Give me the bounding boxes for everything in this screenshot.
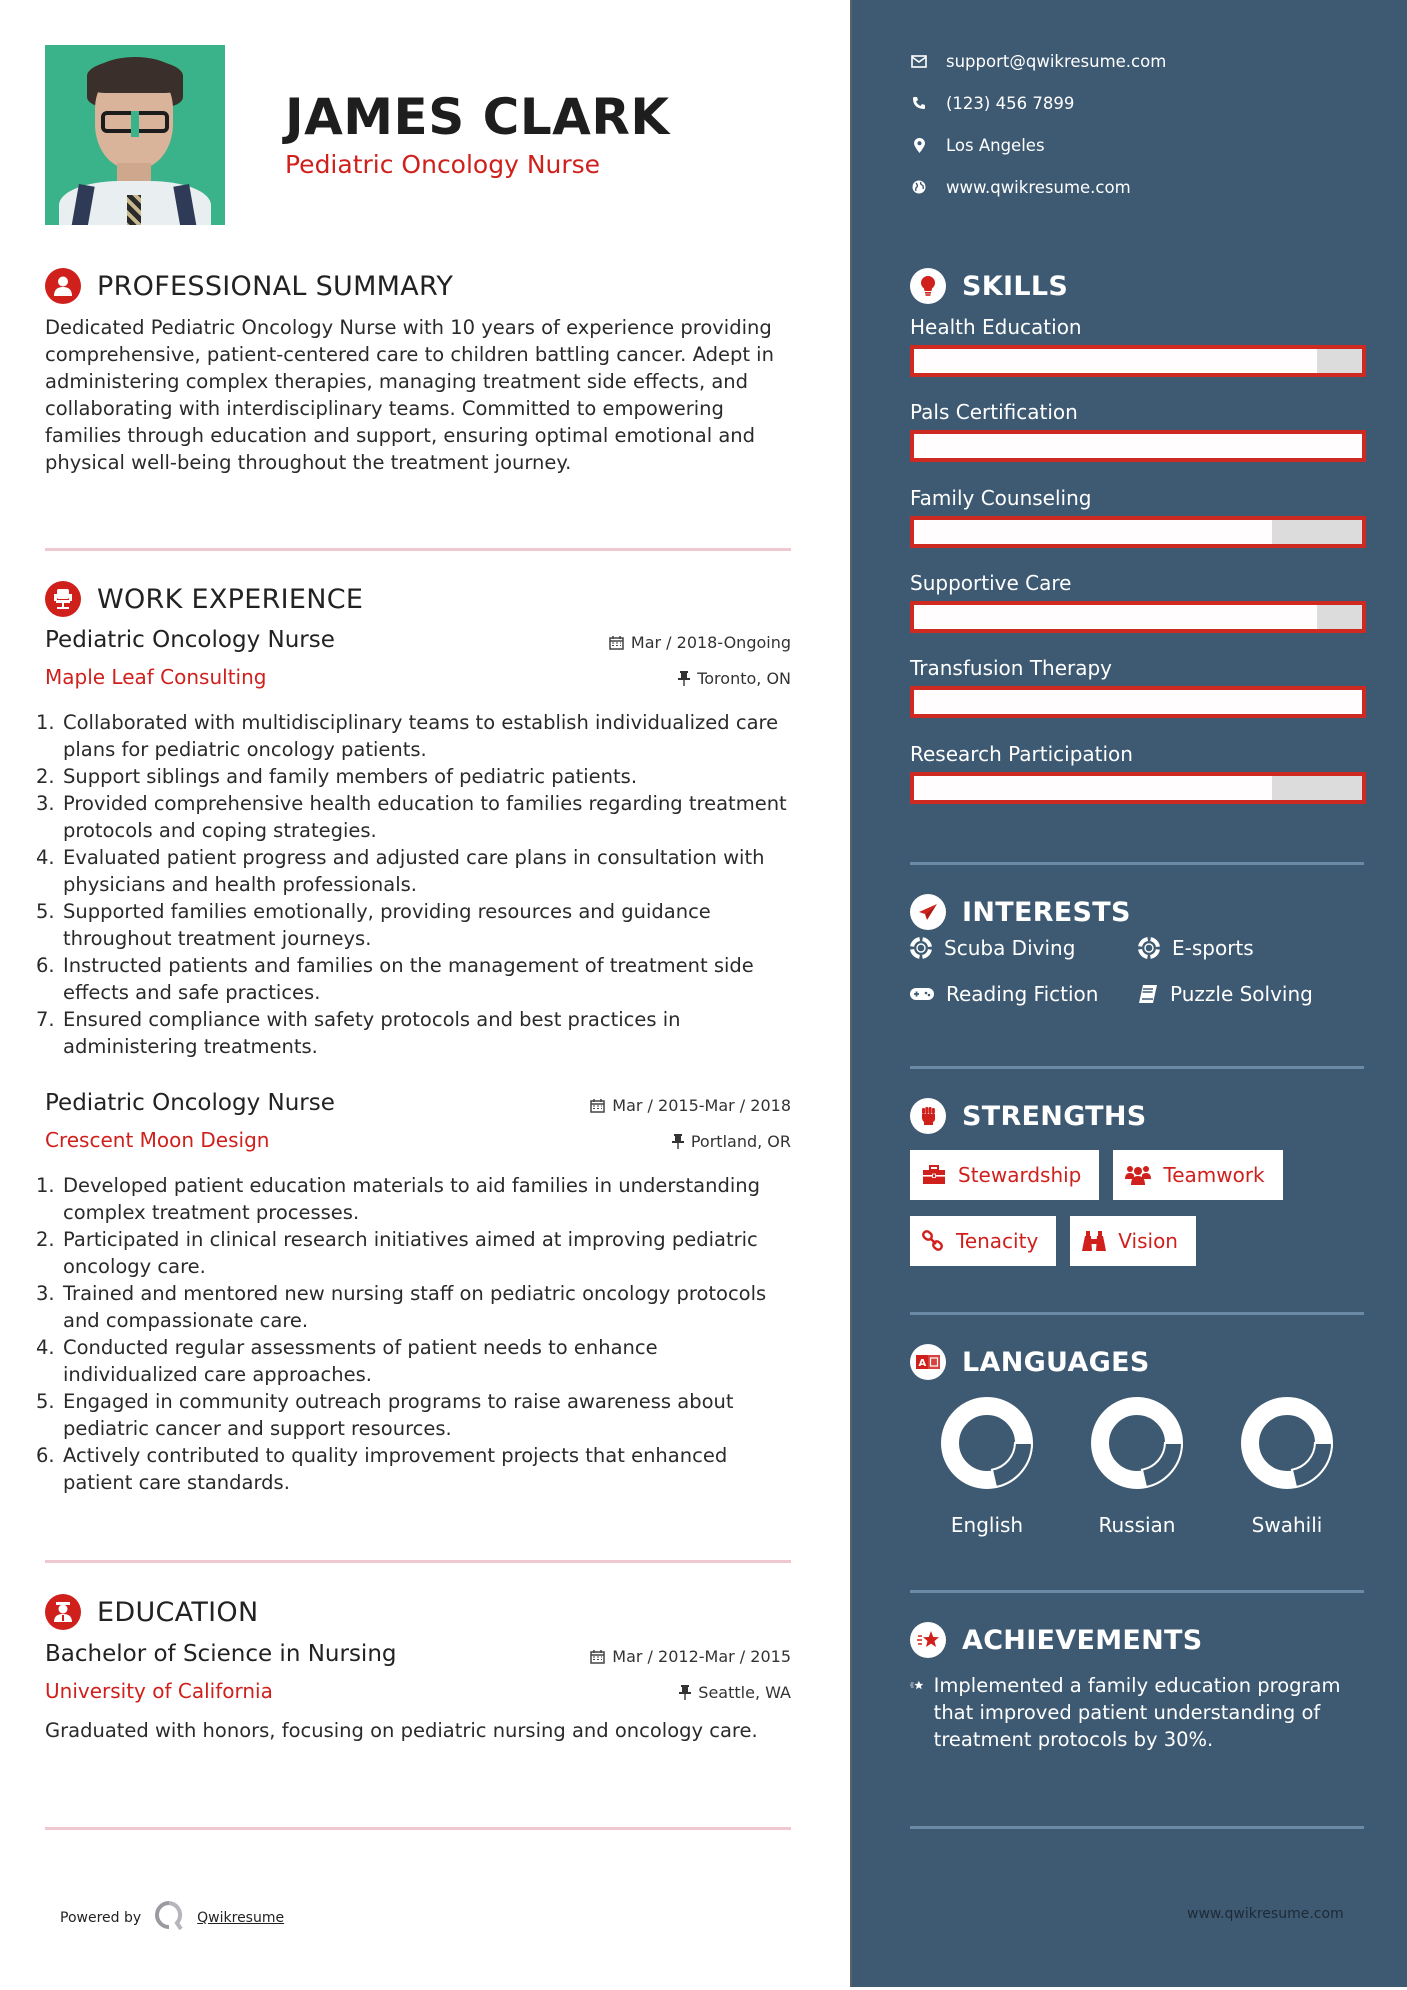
contact-location: Los Angeles — [910, 124, 1166, 166]
life-ring-icon — [910, 937, 932, 959]
bullet-item: 5. Engaged in community outreach programs to raise awareness about pediatric cancer and support resources. — [36, 1390, 734, 1440]
interest-item: Puzzle Solving — [1138, 981, 1358, 1007]
pushpin-icon — [672, 1134, 684, 1149]
candidate-title: Pediatric Oncology Nurse — [285, 150, 601, 179]
experience-heading: WORK EXPERIENCE — [45, 581, 363, 617]
book-icon — [1138, 984, 1158, 1004]
shooting-star-icon — [910, 1672, 924, 1698]
bullet-item: 5. Supported families emotionally, providing resources and guidance throughout treatment journeys. — [36, 900, 711, 950]
education-dates: Mar / 2012-Mar / 2015 — [590, 1647, 791, 1666]
education-entry — [45, 1641, 791, 1744]
bullet-item: 4. Conducted regular assessments of patient needs to enhance individualized care approaches. — [36, 1336, 658, 1386]
skill-progress-bar — [910, 430, 1366, 462]
job-bullets — [36, 1172, 791, 1496]
life-ring-icon — [1138, 937, 1160, 959]
job-company: Maple Leaf Consulting — [45, 665, 267, 689]
education-heading: EDUCATION — [45, 1594, 258, 1630]
skill-item: Health Education — [910, 315, 1366, 377]
job-company: Crescent Moon Design — [45, 1128, 270, 1152]
language-donut-chart — [1089, 1395, 1185, 1491]
achievement-item: Implemented a family education program that improved patient understanding of treatment protocols by 30%. — [910, 1672, 1370, 1753]
skill-progress-bar — [910, 345, 1366, 377]
qwikresume-link[interactable]: Qwikresume — [197, 1910, 285, 1926]
bullet-item: 1. Developed patient education materials to aid families in understanding complex treatment processes. — [36, 1174, 761, 1224]
interest-item: E-sports — [1138, 935, 1358, 961]
interests-list — [910, 935, 1370, 1007]
section-divider — [910, 1066, 1364, 1069]
skill-progress-bar — [910, 686, 1366, 718]
paper-plane-icon — [910, 894, 946, 930]
job-dates: Mar / 2018-Ongoing — [609, 633, 791, 652]
language-item: Russian — [1062, 1395, 1212, 1537]
section-divider — [910, 862, 1364, 865]
language-item: Swahili — [1212, 1395, 1362, 1537]
svg-text:A: A — [918, 1358, 927, 1369]
languages-list — [912, 1395, 1362, 1537]
interest-item: Reading Fiction — [910, 981, 1138, 1007]
education-description: Graduated with honors, focusing on pediatric nursing and oncology care. — [45, 1719, 758, 1742]
user-icon — [45, 268, 81, 304]
bullet-item: 7. Ensured compliance with safety protocols and best practices in administering treatments. — [36, 1008, 681, 1058]
binoculars-icon — [1082, 1230, 1106, 1252]
calendar-icon — [590, 1649, 605, 1664]
section-divider — [910, 1590, 1364, 1593]
candidate-name: JAMES CLARK — [285, 88, 670, 146]
strength-tag: Stewardship — [910, 1150, 1099, 1200]
qwikresume-logo-icon — [155, 1901, 183, 1935]
bullet-item: 3. Trained and mentored new nursing staff on pediatric oncology protocols and compassionate care. — [36, 1282, 767, 1332]
job-entry — [36, 1090, 791, 1496]
skill-progress-bar — [910, 601, 1366, 633]
strengths-heading: STRENGTHS — [910, 1098, 1147, 1134]
degree: Bachelor of Science in Nursing — [45, 1641, 397, 1667]
education-location: Seattle, WA — [679, 1683, 791, 1702]
bullet-item: 6. Actively contributed to quality improvement projects that enhanced patient care standards. — [36, 1444, 728, 1494]
job-dates: Mar / 2015-Mar / 2018 — [590, 1096, 791, 1115]
job-entry — [36, 627, 791, 1060]
pushpin-icon — [679, 1685, 691, 1700]
strength-tag: Teamwork — [1113, 1150, 1282, 1200]
bullet-item: 3. Provided comprehensive health education to families regarding treatment protocols and coping strategies. — [36, 792, 787, 842]
users-icon — [1125, 1164, 1151, 1186]
briefcase-icon — [922, 1165, 946, 1185]
section-divider — [45, 1560, 791, 1563]
link-icon — [922, 1230, 944, 1252]
summary-text: Dedicated Pediatric Oncology Nurse with 10 years of experience providing comprehensive, patient-centered care to children battling cancer. Adept in administering complex therapies, managing treatment side effects, and collaborating with interdisciplinary teams. Committed to empowering families through education and support, ensuring optimal emotional and physical well-being throughout the treatment journey. — [45, 316, 774, 474]
calendar-icon — [590, 1098, 605, 1113]
section-divider — [910, 1312, 1364, 1315]
strengths-list — [910, 1150, 1370, 1266]
skill-item: Transfusion Therapy — [910, 656, 1366, 718]
language-donut-chart — [1239, 1395, 1335, 1491]
powered-by: Powered by Qwikresume — [60, 1901, 284, 1935]
skills-heading: SKILLS — [910, 268, 1068, 304]
shooting-star-icon — [910, 1622, 946, 1658]
bullet-item: 6. Instructed patients and families on the management of treatment side effects and safe practices. — [36, 954, 754, 1004]
map-marker-icon — [910, 138, 928, 153]
skill-item: Supportive Care — [910, 571, 1366, 633]
footer-website[interactable]: www.qwikresume.com — [1187, 1906, 1344, 1922]
job-bullets — [36, 709, 791, 1060]
skill-progress-bar — [910, 516, 1366, 548]
translate-icon — [910, 1344, 946, 1380]
bullet-item: 1. Collaborated with multidisciplinary teams to establish individualized care plans for pediatric oncology patients. — [36, 711, 779, 761]
summary-heading: PROFESSIONAL SUMMARY — [45, 268, 453, 304]
contact-email[interactable]: support@qwikresume.com — [910, 40, 1166, 82]
graduate-icon — [45, 1594, 81, 1630]
section-divider — [45, 1827, 791, 1830]
job-role: Pediatric Oncology Nurse — [45, 1090, 335, 1116]
language-donut-chart — [939, 1395, 1035, 1491]
language-item: English — [912, 1395, 1062, 1537]
phone-icon — [910, 96, 928, 110]
languages-heading: A LANGUAGES — [910, 1344, 1150, 1380]
achievements-heading: ACHIEVEMENTS — [910, 1622, 1203, 1658]
contact-phone[interactable]: (123) 456 7899 — [910, 82, 1166, 124]
calendar-icon — [609, 635, 624, 650]
skill-item: Pals Certification — [910, 400, 1366, 462]
section-divider — [910, 1826, 1364, 1829]
pushpin-icon — [678, 671, 690, 686]
contact-info — [910, 40, 1166, 208]
strength-tag: Tenacity — [910, 1216, 1056, 1266]
job-role: Pediatric Oncology Nurse — [45, 627, 335, 653]
skill-item: Family Counseling — [910, 486, 1366, 548]
lightbulb-icon — [910, 268, 946, 304]
office-chair-icon — [45, 581, 81, 617]
strength-tag: Vision — [1070, 1216, 1196, 1266]
job-location: Portland, OR — [672, 1132, 791, 1151]
section-divider — [45, 548, 791, 551]
globe-icon — [910, 180, 928, 194]
bullet-item: 2. Participated in clinical research initiatives aimed at improving pediatric oncology care. — [36, 1228, 758, 1278]
job-location: Toronto, ON — [678, 669, 791, 688]
school: University of California — [45, 1679, 273, 1703]
bullet-item: 2. Support siblings and family members of pediatric patients. — [36, 765, 638, 788]
skill-progress-bar — [910, 772, 1366, 804]
profile-photo — [45, 45, 225, 225]
skill-item: Research Participation — [910, 742, 1366, 804]
interest-item: Scuba Diving — [910, 935, 1138, 961]
interests-heading: INTERESTS — [910, 894, 1131, 930]
gamepad-icon — [910, 987, 934, 1001]
contact-website[interactable]: www.qwikresume.com — [910, 166, 1166, 208]
envelope-icon — [910, 55, 928, 68]
bullet-item: 4. Evaluated patient progress and adjusted care plans in consultation with physicians and health professionals. — [36, 846, 765, 896]
fist-icon — [910, 1098, 946, 1134]
